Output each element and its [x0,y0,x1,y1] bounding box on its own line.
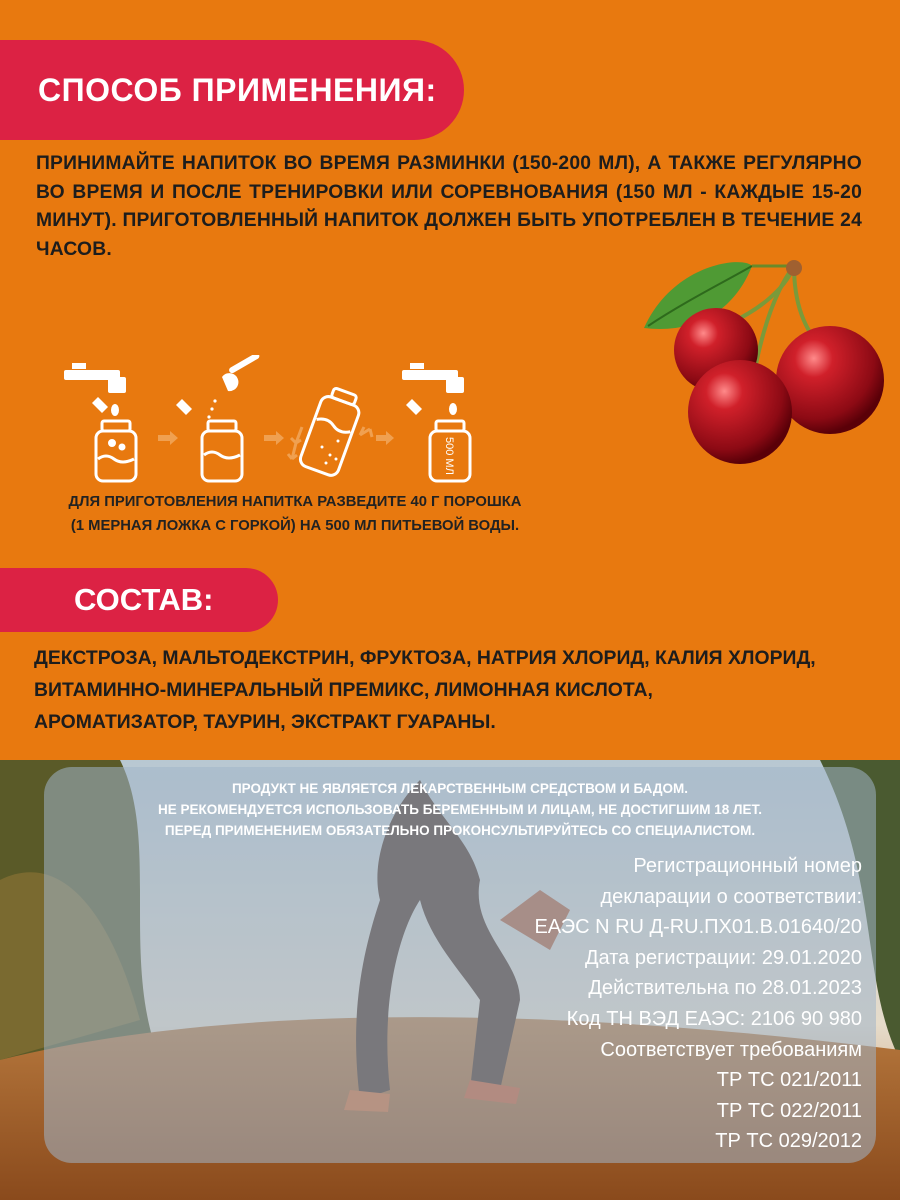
step-4-tap-icon [402,363,464,415]
step-2-bottle-icon [202,421,242,481]
registration-info [442,851,862,1157]
preparation-line: ДЛЯ ПРИГОТОВЛЕНИЯ НАПИТКА РАЗВЕДИТЕ 40 Г ПОРОШКА [68,494,522,510]
step-1-bottle-icon [96,421,136,481]
cherry-illustration [634,252,888,466]
usage-heading-banner [0,40,464,140]
usage-heading: СПОСОБ ПРИМЕНЕНИЯ: [38,71,437,108]
warning-line: ПЕРЕД ПРИМЕНЕНИЕМ ОБЯЗАТЕЛЬНО ПРОКОНСУЛЬТИРУЙТЕСЬ СО СПЕЦИАЛИСТОМ. [164,823,756,838]
step-1-tap-icon [64,363,126,416]
step-2-scoop-icon [176,355,260,419]
composition-line: ДЕКСТРОЗА, МАЛЬТОДЕКСТРИН, ФРУКТОЗА, НАТРИЯ ХЛОРИД, КАЛИЯ ХЛОРИД, [34,647,816,669]
registration-line: Регистрационный номер [633,855,862,877]
cherry-icon [688,360,792,464]
warning-text [44,778,876,841]
arrow-icon [264,431,284,445]
composition-text [34,642,884,738]
arrow-icon [376,431,394,445]
preparation-line: (1 МЕРНАЯ ЛОЖКА С ГОРКОЙ) НА 500 МЛ ПИТЬЕВОЙ ВОДЫ. [70,518,520,534]
registration-line: декларации о соответствии: [600,885,862,908]
preparation-instructions [20,490,570,538]
composition-heading: СОСТАВ: [74,582,214,617]
composition-line: АРОМАТИЗАТОР, ТАУРИН, ЭКСТРАКТ ГУАРАНЫ. [34,711,496,733]
usage-text: ПРИНИМАЙТЕ НАПИТОК ВО ВРЕМЯ РАЗМИНКИ (150-200 МЛ), А ТАКЖЕ РЕГУЛЯРНО ВО ВРЕМЯ И ПОСЛЕ ТРЕНИРОВКИ ИЛИ СОРЕВНОВАНИЯ (150 МЛ - КАЖДЫЕ 15-20 МИНУТ). ПРИГОТОВЛЕННЫЙ НАПИТОК ДОЛЖЕН БЫТЬ УПОТРЕБЛЕН В ТЕЧЕНИЕ 24 ЧАСОВ. [36,153,862,260]
composition-heading-banner [0,568,278,632]
registration-line: Код ТН ВЭД ЕАЭС: 2106 90 980 [566,1007,862,1030]
registration-line: ТР ТС 021/2011 [716,1069,862,1092]
arrow-icon [158,431,178,445]
registration-line: ЕАЭС N RU Д-RU.ПХ01.В.01640/20 [534,916,862,939]
registration-line: ТР ТС 022/2011 [716,1099,862,1122]
registration-line: Дата регистрации: 29.01.2020 [585,946,862,969]
step-3-shake-icon [288,385,372,478]
registration-line: ТР ТС 029/2012 [715,1130,862,1153]
bottle-volume-label: 500 МЛ [443,437,455,475]
warning-line: ПРОДУКТ НЕ ЯВЛЯЕТСЯ ЛЕКАРСТВЕННЫМ СРЕДСТВОМ И БАДОМ. [231,781,689,796]
preparation-steps-illustration [60,355,480,490]
registration-line: Действительна по 28.01.2023 [588,977,862,1000]
composition-line: ВИТАМИННО-МИНЕРАЛЬНЫЙ ПРЕМИКС, ЛИМОННАЯ КИСЛОТА, [34,679,653,701]
warning-line: НЕ РЕКОМЕНДУЕТСЯ ИСПОЛЬЗОВАТЬ БЕРЕМЕННЫМ И ЛИЦАМ, НЕ ДОСТИГШИМ 18 ЛЕТ. [158,802,762,817]
registration-line: Соответствует требованиям [600,1038,862,1061]
cherry-icon [776,326,884,434]
